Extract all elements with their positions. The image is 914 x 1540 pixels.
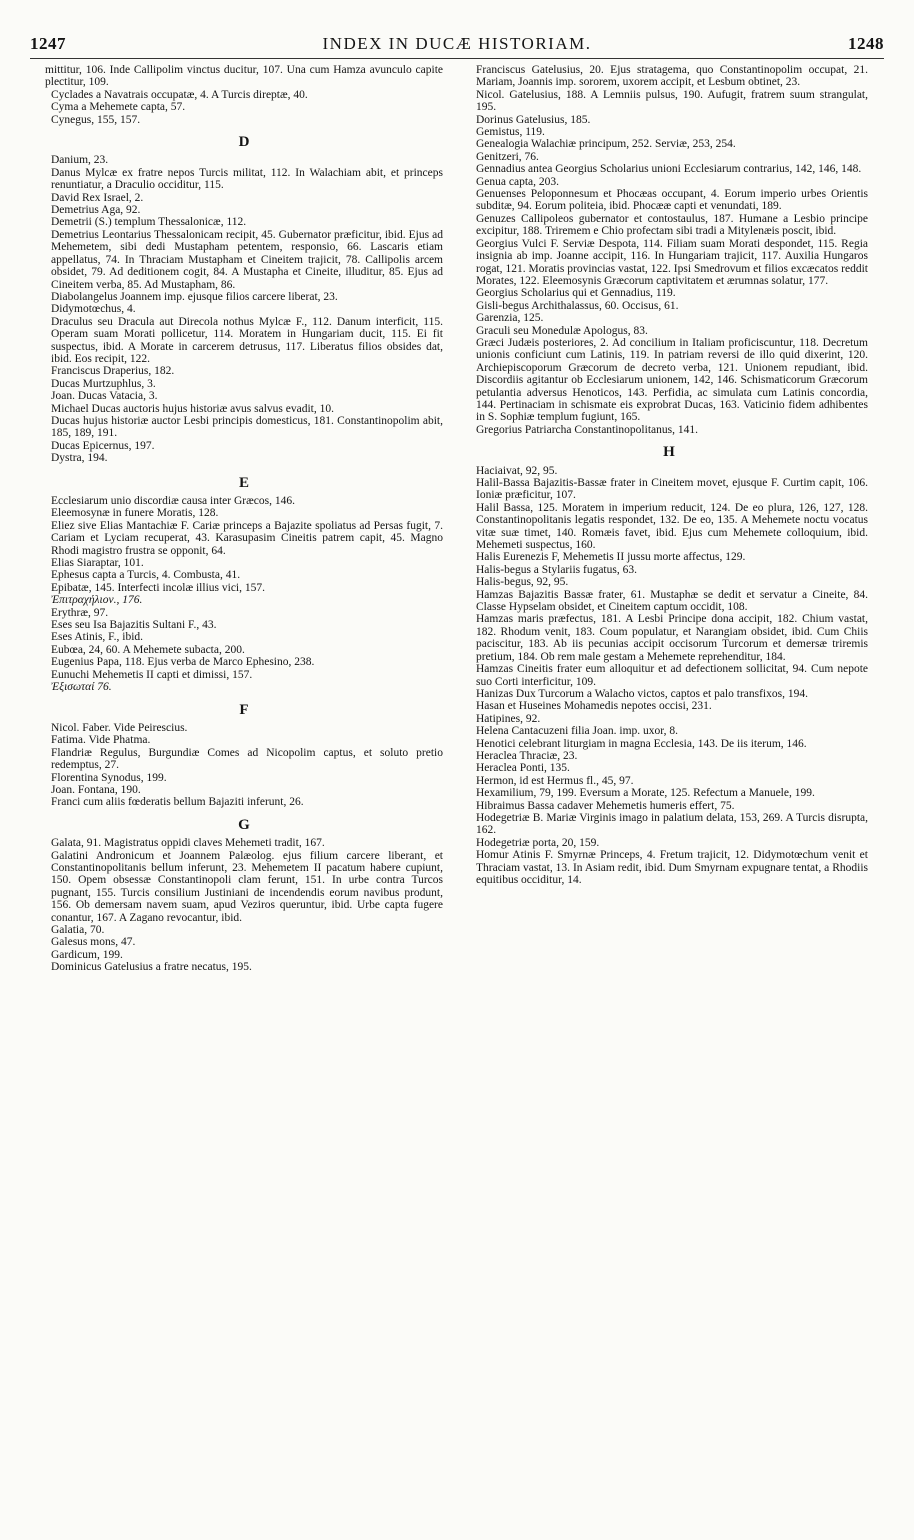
index-entry: Cyclades a Navatrais occupatæ, 4. A Turcis direptæ, 40. (51, 88, 308, 101)
index-entry: Fatima. Vide Phatma. (51, 734, 151, 747)
index-entry: Eugenius Papa, 118. Ejus verba de Marco Ephesino, 238. (51, 656, 315, 669)
index-entry: Halil Bassa, 125. Moratem in imperium reducit, 124. De eo plura, 126, 127, 128. Constantinopolitanis legatis respondet, 132. De eo, 135. A Mehemete noctu vocatus vitæ suæ timet, 140. Romæis favet, ibid. Ejus cum Mehemete colloquium, ibid. Mehemeti suspectus, 160. (476, 501, 868, 552)
index-entry: Hamzas Cineitis frater eum alloquitur et ad defectionem sollicitat, 94. Cum nepote suo Corti interficitur, 109. (476, 663, 868, 688)
index-entry: Hasan et Huseines Mohamedis nepotes occisi, 231. (476, 700, 712, 713)
index-entry: Graculi seu Monedulæ Apologus, 83. (476, 324, 648, 337)
index-entry: Draculus seu Dracula aut Direcola nothus Mylcæ F., 112. Danum interficit, 115. Operam suam Morati pollicetur, 114. Moratem in Hungariam ducit, 115. Ei fit suspectus, ibid. A Morate in carcerem detrusus, 117. Liberatus filios obsides dat, ibid. Eos recipit, 122. (51, 315, 443, 365)
index-entry: Heraclea Ponti, 135. (476, 762, 570, 775)
index-entry: Heraclea Thraciæ, 23. (476, 749, 578, 762)
index-entry: Dominicus Gatelusius a fratre necatus, 195. (51, 961, 252, 974)
index-entry: Homur Atinis F. Smyrnæ Princeps, 4. Fretum trajicit, 12. Didymotœchum venit et Thraciam vastat, 13. In Asiam redit, ibid. Dum Smyrnam expugnare tentat, a Rhodiis equitibus occiditur, 14. (476, 849, 868, 886)
index-entry: Henotici celebrant liturgiam in magna Ecclesia, 143. De iis iterum, 146. (476, 737, 807, 750)
index-entry: Gregorius Patriarcha Constantinopolitanus, 141. (476, 423, 698, 436)
index-entry: Danus Mylcæ ex fratre nepos Turcis militat, 112. In Walachiam abit, et princeps renuntiatur, a Draculio occiditur, 115. (51, 166, 443, 192)
index-entry: Gennadius antea Georgius Scholarius unioni Ecclesiarum contrarius, 142, 146, 148. (476, 163, 862, 176)
index-entry: Didymotœchus, 4. (51, 303, 136, 316)
index-entry: Eunuchi Mehemetis II capti et dimissi, 157. (51, 668, 253, 681)
index-entry: Michael Ducas auctoris hujus historiæ avus salvus evadit, 10. (51, 402, 334, 415)
index-entry: Hamzas maris præfectus, 181. A Lesbi Principe dona accipit, 182. Chium vastat, 182. Rhodum venit, 183. Coum populatur, et Narangiam obsidet, ibid. Cum Chiis paciscitur, 183. Ab iis pecunias accipit occisorum Turcorum et demersæ triremis pretium, 184. Ob rem male gestam a Mehemete reprehenditur, 184. (476, 613, 868, 663)
index-entry: Ducas Murtzuphlus, 3. (51, 377, 156, 390)
index-entry: Erythræ, 97. (51, 606, 109, 619)
index-entry: Hatipines, 92. (476, 712, 541, 725)
index-entry: Galata, 91. Magistratus oppidi claves Mehemeti tradit, 167. (51, 837, 325, 850)
index-entry: Eubœa, 24, 60. A Mehemete subacta, 200. (51, 643, 245, 656)
index-entry: Genuzes Callipoleos gubernator et contostaulus, 187. Humane a Lesbio principe excipitur, 188. Triremem e Chio profectam sibi tradi a Mitylenæis poscit, ibid. (476, 212, 868, 238)
index-entry: Ἐξισωταί 76. (51, 681, 112, 694)
index-entry: Genealogia Walachiæ principum, 252. Serviæ, 253, 254. (476, 138, 736, 151)
index-entry: Joan. Fontana, 190. (51, 783, 141, 796)
index-entry: Nicol. Gatelusius, 188. A Lemniis pulsus, 190. Aufugit, fratrem suum strangulat, 195. (476, 88, 868, 114)
index-entry: Helena Cantacuzeni filia Joan. imp. uxor, 8. (476, 725, 679, 738)
index-entry: Eleemosynæ in funere Moratis, 128. (51, 507, 219, 520)
section-letter: F (239, 701, 249, 718)
index-entry: Nicol. Faber. Vide Peirescius. (51, 721, 188, 734)
index-entry: David Rex Israel, 2. (51, 191, 144, 204)
right-index-column (470, 64, 868, 886)
index-entry: Gisli-begus Archithalassus, 60. Occisus, 61. (476, 299, 679, 312)
left-index-column (45, 64, 443, 974)
index-entry: Hodegetriæ porta, 20, 159. (476, 836, 600, 849)
index-entry: Hexamilium, 79, 199. Eversum a Morate, 125. Refectum a Manuele, 199. (476, 787, 815, 800)
index-entry: Garenzia, 125. (476, 312, 544, 325)
index-entry: Halil-Bassa Bajazitis-Bassæ frater in Cineitem movet, ejusque F. Curtim capit, 106. Ioniæ præficitur, 107. (476, 477, 868, 502)
index-entry: Demetrius Aga, 92. (51, 204, 141, 217)
index-entry: Hodegetriæ B. Mariæ Virginis imago in palatium delata, 153, 269. A Turcis disrupta, 162. (476, 811, 868, 837)
index-entry: Ducas hujus historiæ auctor Lesbi principis domesticus, 181. Constantinopolim abit, 185, 189, 191. (51, 414, 443, 440)
index-entry: Galatini Andronicum et Joannem Palæolog. ejus filium carcere liberant, et Constantinopolitanis bellum inferunt, 23. Mehemetem II pacatum habere cupiunt, 150. Opem obsessæ Constantinopoli clam ferunt, 151. In urbe contra Turcos pugnant, 155. Turcis consilium Justiniani de incendendis eorum navibus produnt, 156. Ob demersam navem suam, apud Veziros queruntur, ibid. Urbe capta fugere conantur, 167. A Zagano revocantur, ibid. (51, 849, 443, 924)
section-letter: D (238, 134, 250, 151)
index-entry: Græci Judæis posteriores, 2. Ad concilium in Italiam proficiscuntur, 118. Decretum unionis conficiunt cum Latinis, 119. In patriam reversi de illo quid dixerint, 120. Archiepiscoporum Græcorum de decreto verba, 121. Unionem repudiant, ibid. Discordiis agitantur ob Ecclesiarum unionem, 142, 146. Schismaticorum Græcorum petulantia adversus Henoticos, 143. Perfidia, ac simulata cum Latinis concordia, 144. Pertinaciam in schismate eis exprobrat Ducas, 163. Vaticinio fidem adhibentes in S. Sophiæ templum fugiunt, 165. (476, 336, 868, 424)
index-entry: Ecclesiarum unio discordiæ causa inter Græcos, 146. (51, 495, 295, 507)
index-entry: Franci cum aliis fœderatis bellum Bajaziti inferunt, 26. (51, 796, 304, 809)
index-entry: Epibatæ, 145. Interfecti incolæ illius vici, 157. (51, 581, 265, 594)
index-entry: Halis-begus a Stylariis fugatus, 63. (476, 563, 637, 576)
section-letter: H (663, 444, 675, 461)
section-letter: E (238, 474, 249, 491)
index-entry: Cyma a Mehemete capta, 57. (51, 101, 186, 114)
index-entry: Elias Siaraptar, 101. (51, 557, 144, 570)
index-entry: Genitzeri, 76. (476, 150, 539, 163)
index-entry: Eliez sive Elias Mantachiæ F. Cariæ princeps a Bajazite spoliatus ad Persas fugit, 7. Cariam et Lyciam recuperat, 43. Karasupasim Cineitis patrem capit, 45. Magno Rhodi magistro frustra se opponit, 64. (51, 519, 443, 557)
index-entry: Florentina Synodus, 199. (51, 771, 167, 784)
running-title: INDEX IN DUCÆ HISTORIAM. (322, 34, 592, 53)
index-entry: Gardicum, 199. (51, 948, 123, 961)
index-entry: Gemistus, 119. (476, 126, 545, 139)
index-entry: Galesus mons, 47. (51, 936, 136, 949)
index-entry: Galatia, 70. (51, 924, 105, 936)
right-page-number: 1248 (848, 34, 884, 53)
index-entry: Demetrii (S.) templum Thessalonicæ, 112. (51, 216, 247, 229)
index-entry: Georgius Scholarius qui et Gennadius, 119. (476, 287, 676, 300)
left-page-number: 1247 (30, 34, 66, 53)
index-entry: Danium, 23. (51, 154, 109, 167)
index-entry: Haciaivat, 92, 95. (476, 464, 558, 477)
index-entry: Franciscus Draperius, 182. (51, 365, 175, 378)
index-entry: Cynegus, 155, 157. (51, 113, 141, 126)
index-entry: Eses seu Isa Bajazitis Sultani F., 43. (51, 619, 217, 632)
index-entry: Hanizas Dux Turcorum a Walacho victos, captos et palo transfixos, 194. (476, 687, 808, 700)
index-entry: Flandriæ Regulus, Burgundiæ Comes ad Nicopolim captus, et soluto pretio redemptus, 27. (51, 746, 443, 772)
index-entry: Genua capta, 203. (476, 175, 560, 188)
index-entry: mittitur, 106. Inde Callipolim vinctus ducitur, 107. Una cum Hamza avunculo capite plectitur, 109. (45, 64, 443, 89)
index-entry: Dorinus Gatelusius, 185. (476, 113, 591, 126)
index-entry: Halis-begus, 92, 95. (476, 576, 569, 589)
index-entry: Ἐπιτραχήλιον., 176. (51, 594, 143, 607)
index-entry: Halis Eurenezis F, Mehemetis II jussu morte affectus, 129. (476, 551, 746, 564)
index-entry: Genuenses Peloponnesum et Phocæas occupant, 4. Eorum imperio urbes Orientis subditæ, 94. Eorum politeia, ibid. Phocææ capti et venundati, 189. (476, 188, 868, 213)
index-entry: Joan. Ducas Vatacia, 3. (51, 390, 158, 403)
section-letter: G (238, 816, 250, 833)
index-entry: Georgius Vulci F. Serviæ Despota, 114. Filiam suam Morati despondet, 115. Regia insignia ab imp. Joanne accipit, 116. In Hungariam trajicit, 117. Auxilia Hungaros rogat, 121. Moratis provincias vastat, 122. Ipsi Smedrovum et filios excæcatos reddit Morates, 122. Eleemosynis Græcorum captivitatem et ærumnas solatur, 177. (476, 237, 868, 287)
index-entry: Eses Atinis, F., ibid. (51, 631, 144, 644)
index-entry: Hamzas Bajazitis Bassæ frater, 61. Mustaphæ se dedit et servatur a Cineite, 84. Classe Hypselam obsidet, et Cineitem captum occidit, 108. (476, 588, 868, 614)
running-header (30, 34, 884, 59)
index-entry: Ephesus capta a Turcis, 4. Combusta, 41. (51, 569, 241, 582)
index-entry: Demetrius Leontarius Thessalonicam recipit, 45. Gubernator præficitur, ibid. Ejus ad Mehemetem, sibi dedi Mustapham petentem, responsio, 66. Lascaris etiam appellatus, 74. In Thraciam Mustapham et Cineitem trajicit, 78. Callipolis arcem obsidet, 79. Ad deditionem cogit, 84. A Mustapha et Cineite, illuditur, 85. Ejus ad Cineitem verba, 85. Ad Mustapham, 86. (51, 228, 443, 291)
index-entry: Hermon, id est Hermus fl., 45, 97. (476, 774, 634, 787)
index-entry: Diabolangelus Joannem imp. ejusque filios carcere liberat, 23. (51, 290, 338, 303)
index-entry: Hibraimus Bassa cadaver Mehemetis humeris effert, 75. (476, 799, 735, 812)
index-entry: Dystra, 194. (51, 452, 108, 465)
index-entry: Franciscus Gatelusius, 20. Ejus stratagema, quo Constantinopolim occupat, 21. Mariam, Joannis imp. sororem, uxorem accipit, et Lesbum obtinet, 23. (476, 64, 868, 89)
index-entry: Ducas Epicernus, 197. (51, 439, 155, 452)
